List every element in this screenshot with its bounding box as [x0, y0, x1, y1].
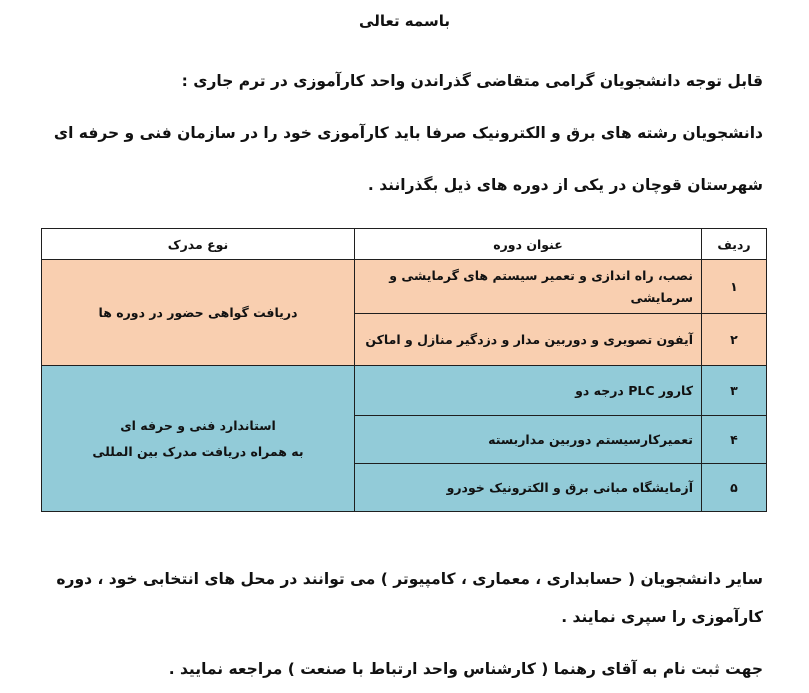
courses-table: [41, 228, 767, 512]
header-certificate-type: نوع مدرک: [42, 229, 355, 260]
table-header-row: [42, 229, 767, 260]
document-title: باسمه تعالی: [359, 12, 450, 30]
intro-paragraph: قابل توجه دانشجویان گرامی متقاضی گذراندن واحد کارآموزی در ترم جاری :: [181, 72, 763, 90]
table-row: [42, 260, 767, 314]
row-number: ۵: [702, 464, 767, 512]
row-number: ۱: [702, 260, 767, 314]
table-row: [42, 366, 767, 416]
certificate-type-group-2: [42, 366, 355, 512]
header-row-number: ردیف: [702, 229, 767, 260]
row-number: ۲: [702, 314, 767, 366]
certificate-type-line-2: به همراه دریافت مدرک بین المللی: [92, 443, 304, 459]
course-title: نصب، راه اندازی و تعمیر سیستم های گرمایشی و سرمایشی: [355, 260, 702, 314]
row-number: ۴: [702, 416, 767, 464]
other-students-line-1: سایر دانشجویان ( حسابداری ، معماری ، کامپیوتر ) می توانند در محل های انتخابی خود ، دوره: [56, 570, 763, 588]
course-title: تعمیرکارسیستم دوربین مداربسته: [355, 416, 702, 464]
course-title: کارور PLC درجه دو: [355, 366, 702, 416]
course-title: آزمایشگاه مبانی برق و الکترونیک خودرو: [355, 464, 702, 512]
certificate-type-line-1: استاندارد فنی و حرفه ای: [120, 417, 276, 433]
row-number: ۳: [702, 366, 767, 416]
registration-note: جهت ثبت نام به آقای رهنما ( کارشناس واحد ارتباط با صنعت ) مراجعه نمایید .: [168, 660, 763, 678]
other-students-line-2: کارآموزی را سپری نمایند .: [561, 608, 763, 626]
body-line-2: شهرستان قوچان در یکی از دوره های ذیل بگذرانند .: [367, 176, 763, 194]
course-title: آیفون تصویری و دوربین مدار و دزدگیر منازل و اماکن: [355, 314, 702, 366]
body-line-1: دانشجویان رشته های برق و الکترونیک صرفا باید کارآموزی خود را در سازمان فنی و حرفه ای: [53, 124, 763, 142]
certificate-type-group-1: دریافت گواهی حضور در دوره ها: [42, 260, 355, 366]
header-course-title: عنوان دوره: [355, 229, 702, 260]
